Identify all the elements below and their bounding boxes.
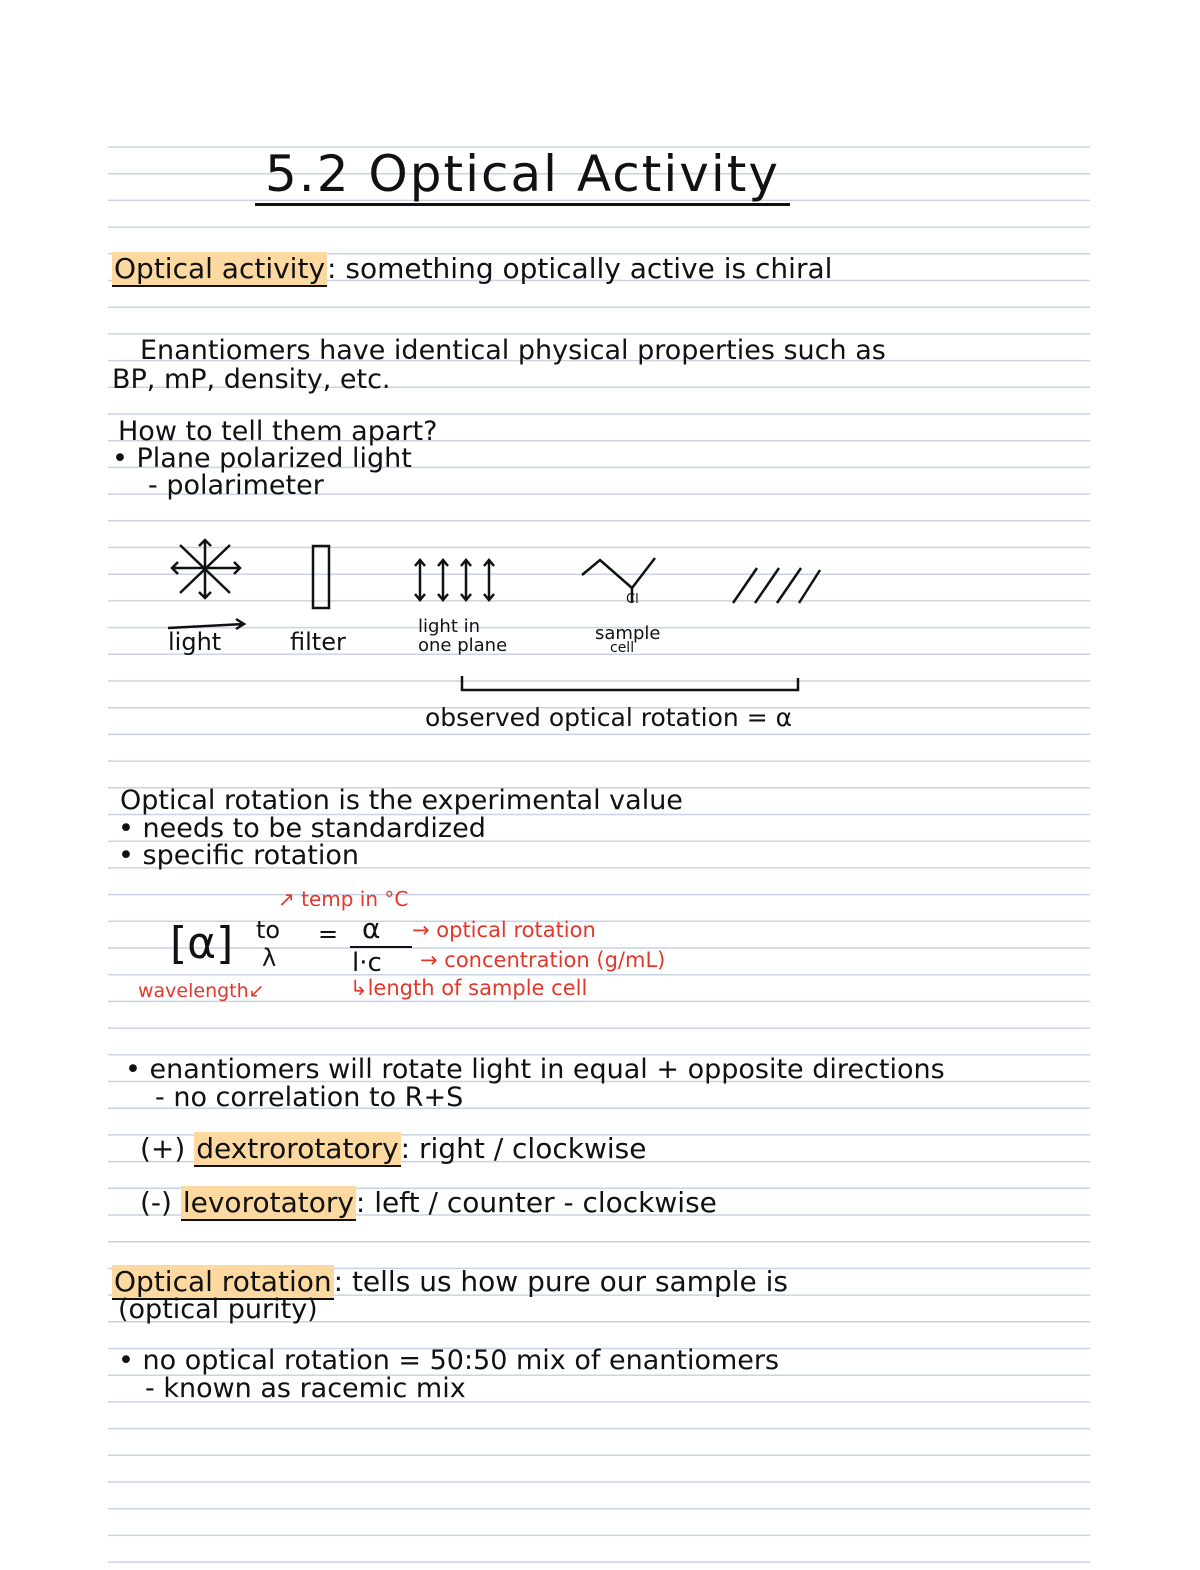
- how-to-bullet: • Plane polarized light: [112, 443, 412, 474]
- formula-lhs: [α]: [170, 918, 234, 969]
- definition-sep: :: [327, 252, 337, 285]
- dextro-text: : right / clockwise: [400, 1132, 647, 1165]
- observed-bracket: [462, 676, 798, 690]
- optical-rotation-line: Optical rotation is the experimental value: [120, 785, 683, 816]
- how-to-sub: - polarimeter: [148, 470, 324, 501]
- formula-subscript: λ: [262, 944, 277, 972]
- formula-equals: =: [318, 920, 339, 948]
- page-title: 5.2 Optical Activity: [255, 145, 790, 206]
- enantiomers-line-1: Enantiomers have identical physical properties such as: [140, 335, 886, 366]
- enantiomer-rotation-line-2: - no correlation to R+S: [155, 1082, 464, 1113]
- formula-denominator: l·c: [352, 948, 382, 978]
- term-optical-activity: Optical activity: [114, 252, 326, 285]
- diagram-label-filter: filter: [290, 628, 346, 656]
- diagram-label-light-in: light in: [418, 616, 481, 637]
- formula-length-label: ↳length of sample cell: [350, 976, 588, 1000]
- definition-text: something optically active is chiral: [345, 252, 833, 285]
- enantiomer-rotation-line-1: • enantiomers will rotate light in equal + opposite directions: [125, 1054, 945, 1085]
- formula-wavelength-label: wavelength↙: [138, 980, 265, 1002]
- levo-line: [140, 1186, 717, 1219]
- vertical-arrows-icon: [415, 560, 494, 600]
- diagram-label-sample: sample: [595, 623, 661, 644]
- optical-purity: (optical purity): [118, 1294, 318, 1325]
- diagram-label-cell: cell: [610, 640, 635, 656]
- term-dextrorotatory: dextrorotatory: [196, 1132, 399, 1165]
- formula-optical-label: → optical rotation: [412, 918, 596, 942]
- optical-rotation-bullet-1: • needs to be standardized: [118, 813, 486, 844]
- definition-2-text: : tells us how pure our sample is: [333, 1265, 789, 1298]
- formula-numerator: α: [362, 912, 381, 945]
- formula-superscript: to: [256, 916, 281, 944]
- term-optical-rotation: Optical rotation: [114, 1265, 332, 1298]
- formula-temp-label: ↗ temp in °C: [278, 887, 409, 911]
- molecule-icon: [582, 558, 655, 602]
- dextro-line: [140, 1132, 646, 1165]
- rotated-arrows-icon: [733, 568, 820, 603]
- optical-rotation-bullet-2: • specific rotation: [118, 840, 359, 871]
- formula-concentration-label: → concentration (g/mL): [420, 948, 666, 972]
- diagram-label-light: light: [168, 628, 222, 656]
- term-levorotatory: levorotatory: [182, 1186, 354, 1219]
- levo-sign: (-): [140, 1186, 172, 1219]
- how-to-question: How to tell them apart?: [118, 416, 438, 447]
- racemic-line-1: • no optical rotation = 50:50 mix of enantiomers: [118, 1345, 780, 1376]
- racemic-line-2: - known as racemic mix: [145, 1373, 466, 1404]
- observed-rotation: observed optical rotation = α: [425, 703, 793, 732]
- light-star-icon: [172, 540, 240, 598]
- filter-shape: [313, 546, 329, 608]
- dextro-sign: (+): [140, 1132, 186, 1165]
- diagram-label-one-plane: one plane: [418, 635, 508, 656]
- levo-text: : left / counter - clockwise: [355, 1186, 717, 1219]
- diagram-label-cl: Cl: [626, 592, 639, 607]
- enantiomers-line-2: BP, mP, density, etc.: [112, 364, 391, 395]
